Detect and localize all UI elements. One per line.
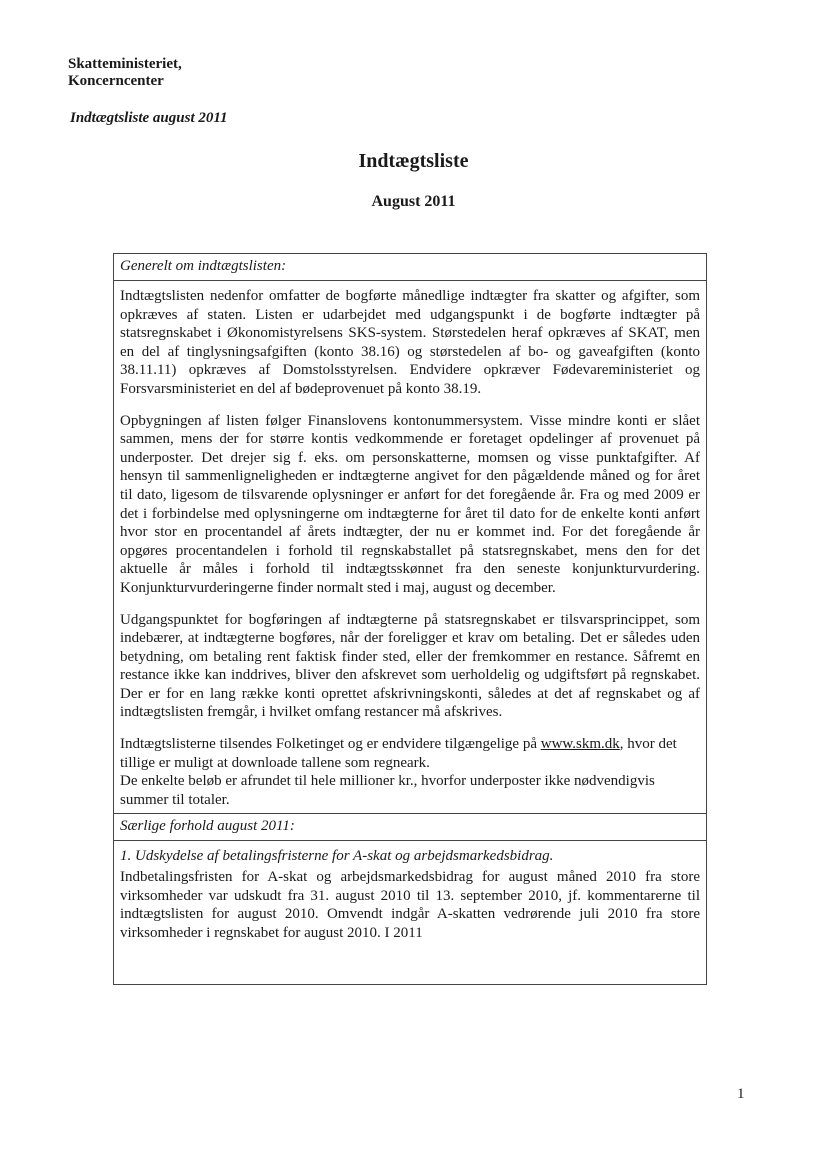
- paragraph-4-prefix: Indtægtslisterne tilsendes Folketinget og er endvidere tilgængelige på: [120, 736, 541, 753]
- special-item-1-text: Indbetalingsfristen for A-skat og arbejdsmarkedsbidrag for august måned 2010 fra store virksomheder var udskudt fra 31. august 2010 til 13. september 2010, jf. kommentarerne til indtægtslisten for august 2010. Omvendt indgår A-skatten vedrørende juli 2010 fra store virksomheder i regnskabet for august 2010. I 2011: [120, 869, 700, 941]
- page-title: Indtægtsliste: [358, 150, 469, 172]
- info-box: [113, 253, 707, 985]
- general-body: [114, 281, 706, 813]
- paragraph-4-suffix: , hvor det tillige er muligt at downloade tallene som regneark.: [120, 736, 677, 771]
- special-section: [114, 813, 706, 946]
- special-heading: Særlige forhold august 2011:: [114, 814, 706, 841]
- general-paragraph-2: Opbygningen af listen følger Finanslovens kontonummersystem. Visse mindre konti er slået sammen, mens der for større kontis vedkommende er foretaget opdelinger af provenuet på underposter. Det drejer sig f. eks. om personskatterne, momsen og visse punktafgifter. Af hensyn til sammenligneligheden er indtægterne angivet for den pågældende måned og for året til dato, ligesom de tilsvarende oplysninger er anført for det foregående år. Fra og med 2009 er det i forbindelse med oplysningerne om indtægterne for året til dato for de enkelte konti anført hvor stor en procentandel af årets indtægter, der nu er kommet ind. For det foregående år opgøres procentandelen i forhold til regnskabstallet på statsregnskabet, mens den for det aktuelle år måles i forhold til indtægtsskønnet fra den seneste konjunkturvurdering. Konjunkturvurderingerne finder normalt sted i maj, august og december.: [120, 412, 700, 596]
- general-paragraph-4: [120, 735, 700, 772]
- page-subtitle: August 2011: [371, 193, 456, 210]
- organization-name: [68, 56, 182, 90]
- special-body: [114, 841, 706, 946]
- general-paragraph-5: De enkelte beløb er afrundet til hele millioner kr., hvorfor underposter ikke nødvendigvis summer til totaler.: [120, 773, 655, 808]
- org-line-center: Koncerncenter: [68, 73, 164, 89]
- general-heading: Generelt om indtægtslisten:: [114, 254, 706, 281]
- page-number: 1: [737, 1086, 745, 1102]
- general-paragraph-3: Udgangspunktet for bogføringen af indtægterne på statsregnskabet er tilsvarsprincippet, som indebærer, at indtægterne bogføres, når der foreligger et krav om betaling. Det er således uden betydning, om betaling rent faktisk finder sted, eller der fremkommer en restance. Såfremt en restance ikke kan inddrives, bliver den afskrevet som uerholdelig og udgiftsført på regnskabet. Der er for en lang række konti oprettet afskrivningskonti, således at det af regnskabet og af indtægtslisten fremgår, i hvilket omfang restancer må afskrives.: [120, 611, 700, 721]
- document-label: Indtægtsliste august 2011: [70, 110, 228, 126]
- general-paragraph-1: Indtægtslisten nedenfor omfatter de bogførte månedlige indtægter fra skatter og afgifter, som opkræves af staten. Listen er udarbejdet med udgangspunkt i de bogførte indtægter på statsregnskabet i Økonomistyrelsens SKS-system. Størstedelen heraf opkræves af SKAT, men en del af tinglysningsafgiften (konto 38.16) og størstedelen af bo- og gaveafgiften (konto 38.11.11) opkræves af Domstolsstyrelsen. Endvidere opkræver Fødevareministeriet og Forsvarsministeriet en del af bødeprovenuet på konto 38.19.: [120, 288, 700, 397]
- special-item-1-title: 1. Udskydelse af betalingsfristerne for A-skat og arbejdsmarkedsbidrag.: [120, 848, 554, 865]
- skm-link[interactable]: www.skm.dk: [540, 736, 620, 753]
- org-line-ministry: Skatteministeriet,: [68, 56, 182, 72]
